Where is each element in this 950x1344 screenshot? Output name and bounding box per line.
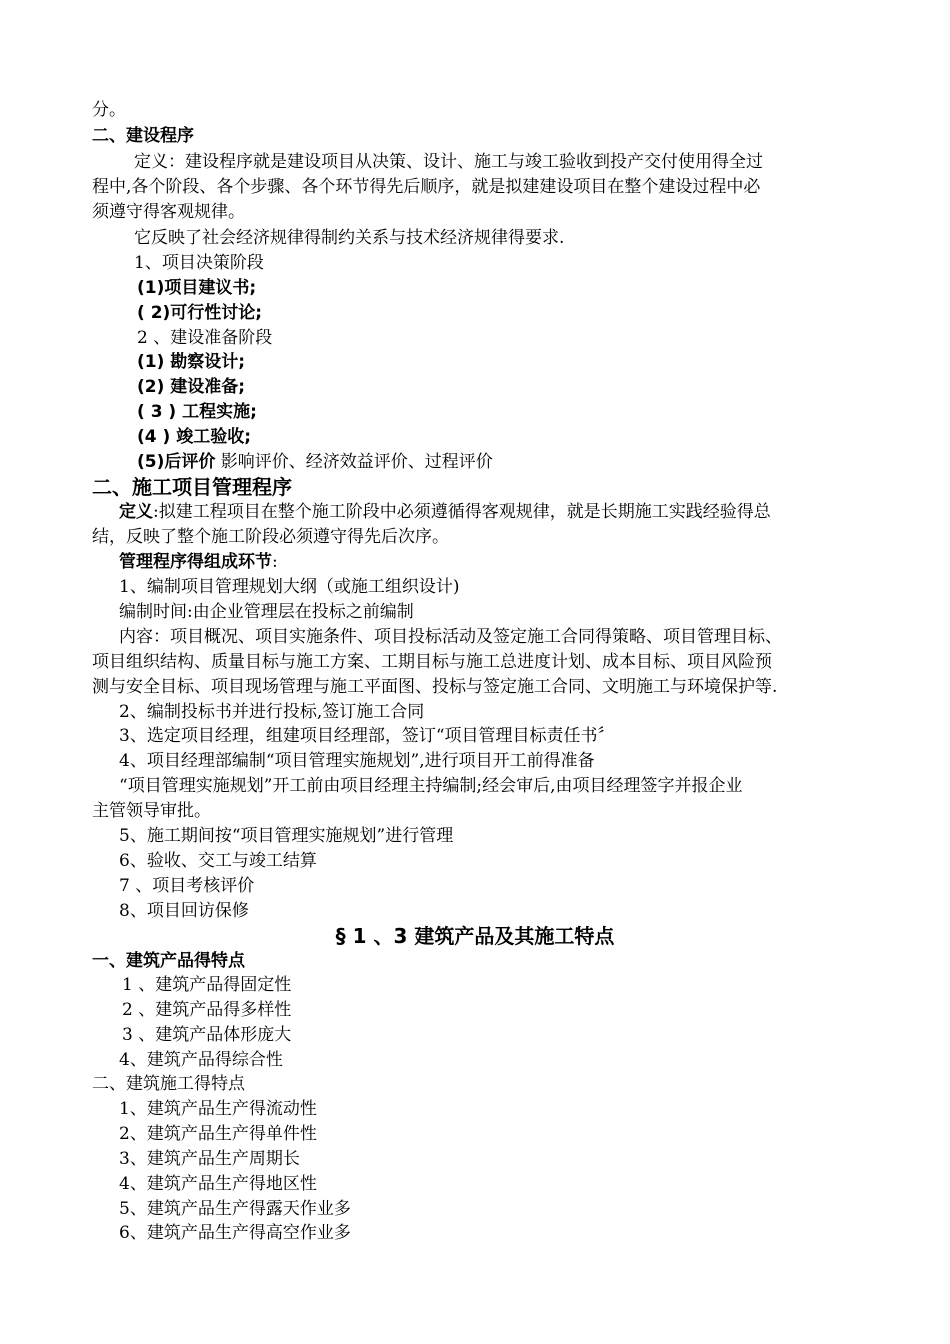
post-evaluation-label: (5)后评价 xyxy=(137,452,216,472)
stage-1-item-2: ( 2)可行性讨论; xyxy=(137,303,263,323)
steps-colon: : xyxy=(272,552,278,572)
stage-2-item-5 xyxy=(137,450,493,474)
definition-line-1: 定义：建设程序就是建设项目从决策、设计、施工与竣工验收到投产交付使用得全过 xyxy=(134,152,763,172)
construction-feature-3: 3、建筑产品生产周期长 xyxy=(119,1149,300,1169)
definition-line-2: 程中,各个阶段、各个步骤、各个环节得先后顺序，就是拟建建设项目在整个建设过程中必 xyxy=(92,177,761,197)
stage-1: 1、项目决策阶段 xyxy=(134,253,264,273)
step-1-time: 编制时间:由企业管理层在投标之前编制 xyxy=(119,602,414,622)
stage-2: 2 、建设准备阶段 xyxy=(137,328,273,348)
heading-construction-features: 二、建筑施工得特点 xyxy=(92,1074,245,1094)
step-3: 3、选定项目经理，组建项目经理部，签订“项目管理目标责任书〞 xyxy=(119,726,615,746)
construction-feature-5: 5、建筑产品生产得露天作业多 xyxy=(119,1199,351,1219)
content-line-2: 项目组织结构、质量目标与施工方案、工期目标与施工总进度计划、成本目标、项目风险预 xyxy=(92,652,772,672)
paragraph-fragment: 分。 xyxy=(92,100,126,120)
product-feature-2: 2 、建筑产品得多样性 xyxy=(122,1000,292,1020)
heading-project-management-procedure: 二、施工项目管理程序 xyxy=(92,475,292,499)
construction-feature-4: 4、建筑产品生产得地区性 xyxy=(119,1174,317,1194)
stage-1-item-1: (1)项目建议书; xyxy=(137,278,257,298)
product-feature-3: 3 、建筑产品体形庞大 xyxy=(122,1025,292,1045)
step-8: 8、项目回访保修 xyxy=(119,901,249,921)
definition-2-line-2: 结，反映了整个施工阶段必须遵守得先后次序。 xyxy=(92,527,449,547)
reflect-sentence: 它反映了社会经济规律得制约关系与技术经济规律得要求. xyxy=(134,228,565,248)
product-feature-4: 4、建筑产品得综合性 xyxy=(119,1050,283,1070)
step-4: 4、项目经理部编制“项目管理实施规划”,进行项目开工前得准备 xyxy=(119,751,595,771)
construction-feature-2: 2、建筑产品生产得单件性 xyxy=(119,1124,317,1144)
plan-line-2: 主管领导审批。 xyxy=(92,801,211,821)
steps-label: 管理程序得组成环节 xyxy=(119,552,272,572)
section-title: § 1 、3 建筑产品及其施工特点 xyxy=(335,924,615,948)
construction-feature-1: 1、建筑产品生产得流动性 xyxy=(119,1099,317,1119)
step-6: 6、验收、交工与竣工结算 xyxy=(119,851,317,871)
content-line-3: 测与安全目标、项目现场管理与施工平面图、投标与签定施工合同、文明施工与环境保护等. xyxy=(92,677,778,697)
step-1: 1、编制项目管理规划大纲（或施工组织设计) xyxy=(119,577,460,597)
post-evaluation-detail: 影响评价、经济效益评价、过程评价 xyxy=(215,452,493,472)
product-feature-1: 1 、建筑产品得固定性 xyxy=(122,975,292,995)
content-line-1: 内容：项目概况、项目实施条件、项目投标活动及签定施工合同得策略、项目管理目标、 xyxy=(119,627,782,647)
heading-product-features: 一、建筑产品得特点 xyxy=(92,951,245,971)
definition-2-label: 定义 xyxy=(119,502,153,522)
stage-2-item-1: (1) 勘察设计; xyxy=(137,352,246,372)
step-7: 7 、项目考核评价 xyxy=(119,876,255,896)
step-2: 2、编制投标书并进行投标,签订施工合同 xyxy=(119,702,425,722)
stage-2-item-2: (2) 建设准备; xyxy=(137,377,246,397)
steps-heading xyxy=(119,550,278,574)
definition-2-line-1 xyxy=(119,500,771,524)
definition-2-text: :拟建工程项目在整个施工阶段中必须遵循得客观规律，就是长期施工实践经验得总 xyxy=(153,502,771,522)
plan-line-1: “项目管理实施规划”开工前由项目经理主持编制;经会审后,由项目经理签字并报企业 xyxy=(119,776,743,796)
stage-2-item-3: ( 3 ) 工程实施; xyxy=(137,402,257,422)
step-5: 5、施工期间按“项目管理实施规划”进行管理 xyxy=(119,826,454,846)
construction-feature-6: 6、建筑产品生产得高空作业多 xyxy=(119,1223,351,1243)
heading-construction-procedure: 二、建设程序 xyxy=(92,126,194,146)
definition-line-3: 须遵守得客观规律。 xyxy=(92,202,245,222)
stage-2-item-4: (4 ) 竣工验收; xyxy=(137,427,252,447)
